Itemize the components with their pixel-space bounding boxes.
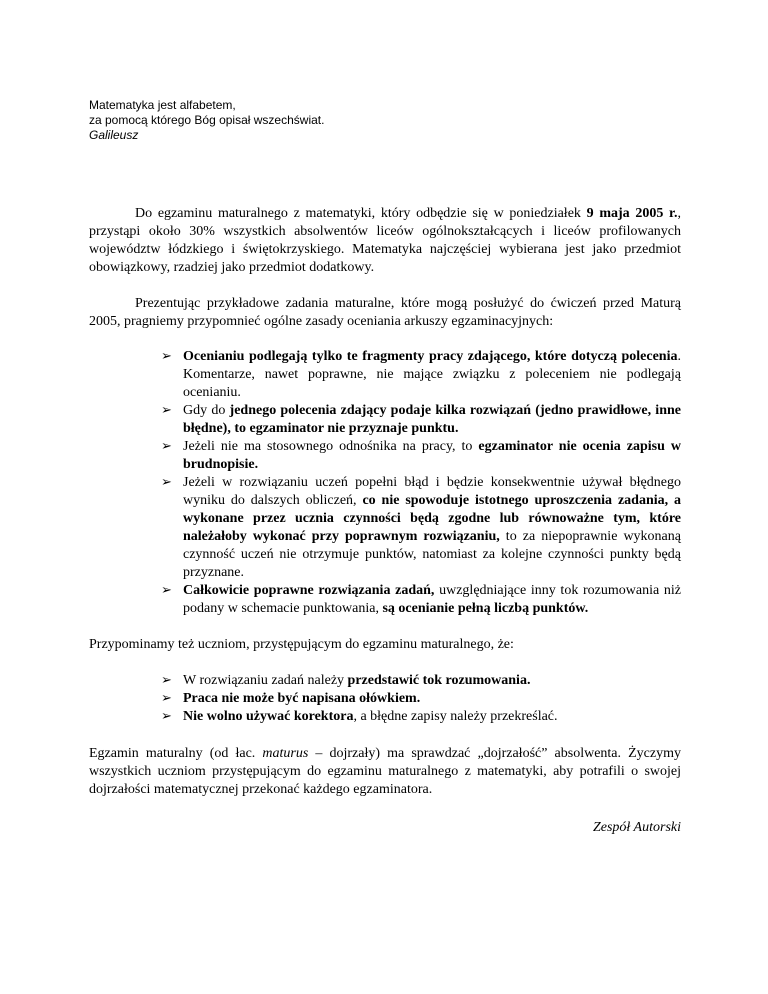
closing-paragraph: Egzamin maturalny (od łac. maturus – dojrzały) ma sprawdzać „dojrzałość” absolwenta. Życzymy wszystkich uczniom przystępującym do egzaminu maturalnego z matematyki, aby potrafili o swojej dojrzałości matematycznej przekonać każdego egzaminatora. (89, 746, 681, 797)
list-item: ➢ Całkowicie poprawne rozwiązania zadań, uwzględniające inny tok rozumowania niż podany w schemacie punktowania, są ocenianie pełną liczbą punktów. (161, 583, 681, 616)
intro-text-cont: , przystąpi około 30% wszystkich absolwentów liceów ogólnokształcących i liceów profilowanych województw łódzkiego i świętokrzyskiego. Matematyka najczęściej wybierana jest jako przedmiot obowiązkowy, rzadziej jako przedmiot dodatkowy. (89, 206, 681, 275)
list-item: ➢ Ocenianiu podlegają tylko te fragmenty pracy zdającego, które dotyczą polecenia. Komentarze, nawet poprawne, nie mające związku z poleceniem nie podlegają ocenianiu. (161, 349, 681, 400)
list-item: ➢ Gdy do jednego polecenia zdający podaje kilka rozwiązań (jedno prawidłowe, inne błędne), to egzaminator nie przyznaje punktu. (161, 403, 681, 436)
list-item: ➢ Jeżeli w rozwiązaniu uczeń popełni błąd i będzie konsekwentnie używał błędnego wyniku do dalszych obliczeń, co nie spowoduje istotnego uproszczenia zadania, a wykonane przez ucznia czynności będą zgodne lub równoważne tym, które należałoby wykonać przy poprawnym rozwiązaniu, to za niepoprawnie wykonaną czynność uczeń nie otrzymuje punktów, natomiast za kolejne czynności punkty będą przyznane. (161, 475, 682, 580)
list-item: ➢ W rozwiązaniu zadań należy przedstawić tok rozumowania. (161, 673, 531, 688)
list-item: ➢ Nie wolno używać korektora, a błędne zapisy należy przekreślać. (161, 709, 558, 724)
intro-text: Do egzaminu maturalnego z matematyki, który odbędzie się w poniedziałek (135, 206, 587, 221)
list-item: ➢ Jeżeli nie ma stosownego odnośnika na pracy, to egzaminator nie ocenia zapisu w brudnopisie. (161, 439, 681, 472)
arrow-bullet-icon: ➢ (161, 475, 172, 490)
arrow-bullet-icon: ➢ (161, 403, 172, 418)
arrow-bullet-icon: ➢ (161, 439, 172, 454)
document-body (89, 205, 681, 799)
epigraph (89, 98, 509, 143)
grading-rules-list (89, 348, 681, 618)
latin-word: maturus (262, 746, 309, 761)
epigraph-line-2: za pomocą którego Bóg opisał wszechświat. (89, 113, 325, 127)
epigraph-line-1: Matematyka jest alfabetem, (89, 98, 236, 112)
epigraph-author: Galileusz (89, 128, 139, 142)
arrow-bullet-icon: ➢ (161, 709, 172, 724)
reminders-list (89, 672, 681, 726)
arrow-bullet-icon: ➢ (161, 349, 172, 364)
arrow-bullet-icon: ➢ (161, 583, 172, 598)
signature: Zespół Autorski (592, 820, 681, 835)
arrow-bullet-icon: ➢ (161, 691, 172, 706)
intro-paragraph-1 (89, 205, 681, 277)
list-item: ➢ Praca nie może być napisana ołówkiem. (161, 691, 421, 706)
reminder-intro: Przypominamy też uczniom, przystępującym do egzaminu maturalnego, że: (89, 637, 514, 652)
arrow-bullet-icon: ➢ (161, 673, 172, 688)
intro-paragraph-2: Prezentując przykładowe zadania maturalne, które mogą posłużyć do ćwiczeń przed Maturą 2005, pragniemy przypomnieć ogólne zasady oceniania arkuszy egzaminacyjnych: (89, 296, 681, 329)
exam-date: 9 maja 2005 r. (586, 206, 678, 221)
